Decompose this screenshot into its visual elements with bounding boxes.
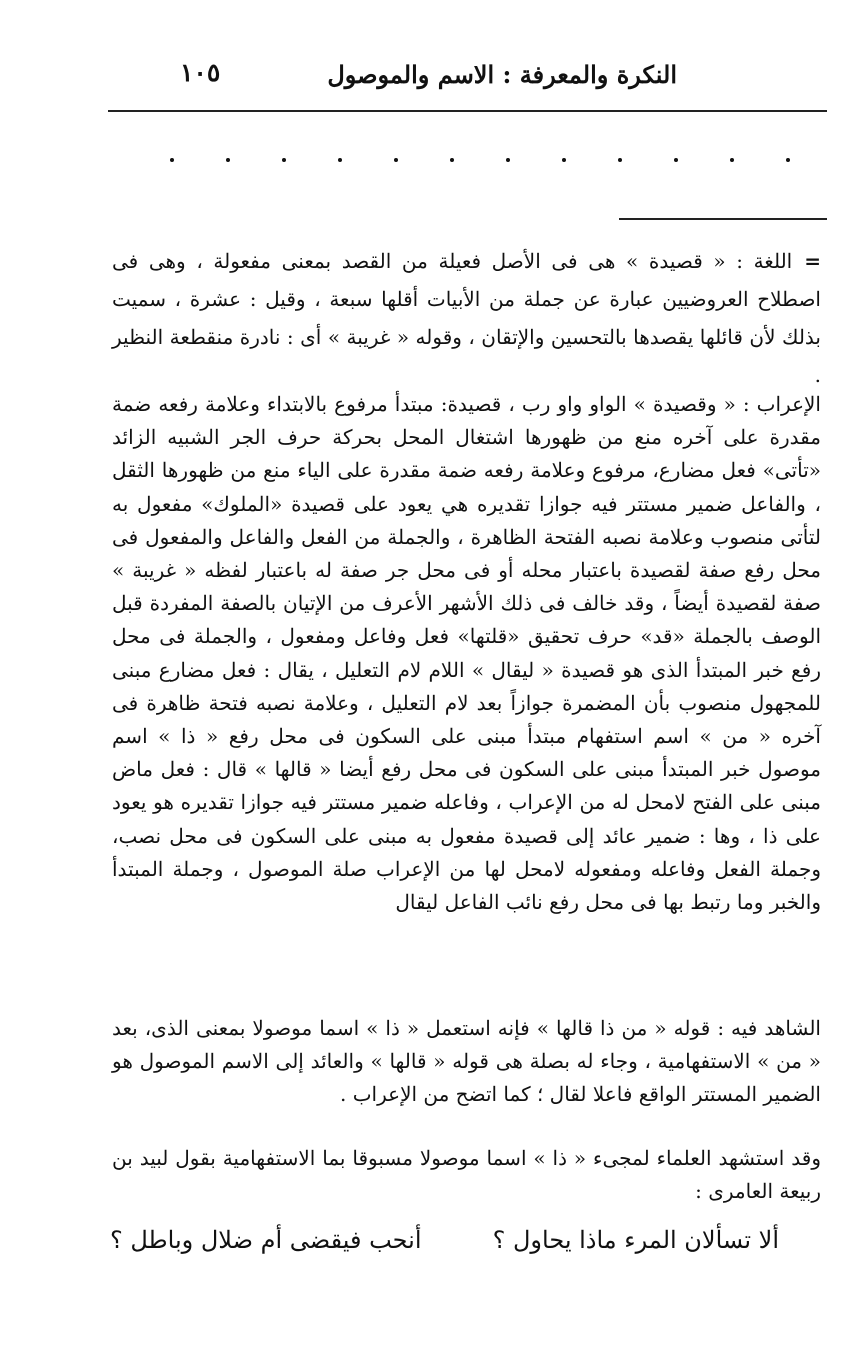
dot-glyph [226, 158, 230, 162]
shahid-paragraph: الشاهد فيه : قوله « من ذا قالها » فإنه استعمل « ذا » اسما موصولا بمعنى الذى، بعد « من » الاستفهامية ، وجاء له بصلة هى قوله « قالها » والعائد إلى الاسم الموصول هو الضمير المستتر الواقع فاعلا لقال ؛ كما اتضح من الإعراب . [112, 1016, 821, 1106]
verse-second-hemistich: أنحب فيقضى أم ضلال وباطل ؟ [110, 1226, 422, 1254]
page-header [108, 52, 827, 112]
section-marker: = [804, 249, 821, 273]
lugha-block [112, 242, 821, 394]
irab-paragraph: الإعراب : « وقصيدة » الواو واو رب ، قصيدة: مبتدأ مرفوع بالابتداء وعلامة رفعه ضمة مقدرة على آخره منع من ظهورها اشتغال المحل بحركة حرف الجر الشبيه الزائد «تأتى» فعل مضارع، مرفوع وعلامة رفعه ضمة مقدرة على الياء منع من ظهورها الثقل ، والفاعل ضمير مستتر فيه جوازا تقديره هي يعود على قصيدة «الملوك» مفعول به لتأتى منصوب وعلامة نصبه الفتحة الظاهرة ، والجملة من الفعل والفاعل والمفعول فى محل رفع صفة لقصيدة باعتبار محله أو فى محل جر صفة له باعتبار لفظه « غريبة » صفة لقصيدة أيضاً ، وقد خالف فى ذلك الأشهر الأعرف من الإتيان بالصفة المفردة قبل الوصف بالجملة «قد» حرف تحقيق «قلتها» فعل وفاعل ومفعول ، والجملة فى محل رفع خبر المبتدأ الذى هو قصيدة « ليقال » اللام لام التعليل ، يقال : فعل مضارع مبنى للمجهول منصوب بأن المضمرة جوازاً بعد لام التعليل ، وعلامة نصبه فتحة ظاهرة فى آخره « من » اسم استفهام مبتدأ مبنى على السكون فى محل رفع « ذا » اسم موصول خبر المبتدأ مبنى على السكون فى محل رفع أيضا « قالها » قال : فعل ماض مبنى على الفتح لامحل له من الإعراب ، وفاعله ضمير مستتر فيه جوازا تقديره هو يعود على ذا ، وها : ضمير عائد إلى قصيدة مفعول به مبنى على السكون فى محل نصب، وجملة الفعل وفاعله ومفعوله لامحل لها من الإعراب صلة الموصول ، وجملة المبتدأ والخبر وما رتبط بها فى محل رفع نائب الفاعل ليقال [112, 392, 821, 915]
dot-glyph [450, 158, 454, 162]
lugha-text: اللغة : « قصيدة » هى فى الأصل فعيلة من القصد بمعنى مفعولة ، وهى فى اصطلاح العروضيين عبارة عن جملة من الأبيات أقلها سبعة ، وقيل : عشرة ، سميت بذلك لأن قائلها يقصدها بالتحسين والإتقان ، وقوله « غريبة » أى : نادرة منقطعة النظير . [112, 249, 821, 387]
lugha-paragraph [112, 242, 821, 394]
istishhad-paragraph: وقد استشهد العلماء لمجىء « ذا » اسما موصولا مسبوقا بما الاستفهامية بقول لبيد بن ربيعة العامرى : [112, 1146, 821, 1203]
dot-glyph [170, 158, 174, 162]
shahid-block [112, 1012, 821, 1111]
dot-glyph [394, 158, 398, 162]
dot-glyph [786, 158, 790, 162]
dot-glyph [506, 158, 510, 162]
poetry-verse [110, 1218, 779, 1262]
page-number: ١٠٥ [180, 58, 221, 87]
dot-glyph [618, 158, 622, 162]
dot-glyph [674, 158, 678, 162]
ellipsis-dots [170, 158, 790, 178]
irab-block [112, 388, 821, 919]
footnote-divider [619, 218, 827, 220]
running-title: النكرة والمعرفة : الاسم والموصول [327, 60, 677, 89]
istishhad-block [112, 1142, 821, 1208]
dot-glyph [730, 158, 734, 162]
dot-glyph [338, 158, 342, 162]
verse-first-hemistich: ألا تسألان المرء ماذا يحاول ؟ [492, 1226, 779, 1254]
dot-glyph [282, 158, 286, 162]
dot-glyph [562, 158, 566, 162]
